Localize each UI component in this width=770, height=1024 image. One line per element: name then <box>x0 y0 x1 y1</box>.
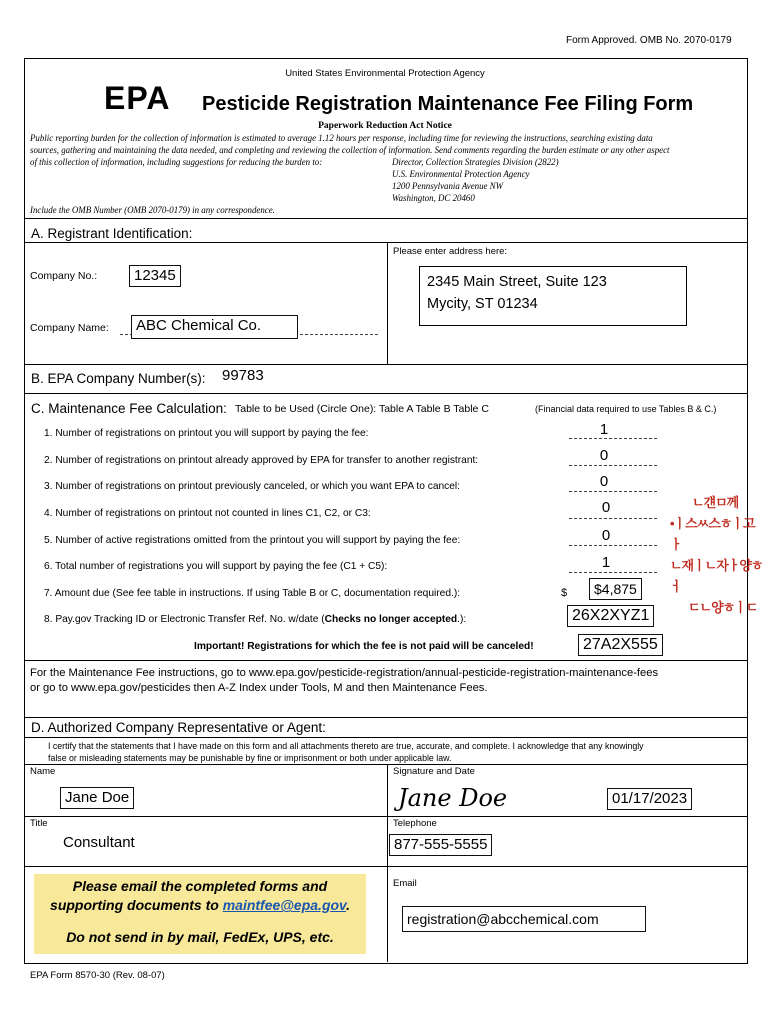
line-c4-value[interactable]: 0 <box>601 499 611 516</box>
company-no-label: Company No.: <box>30 270 98 282</box>
line-c2-underline <box>569 465 657 466</box>
email-field[interactable]: registration@abcchemical.com <box>402 906 646 932</box>
paperwork-line-1: Public reporting burden for the collection of information is estimated to average 1.12 hours per response, including time for reviewing the instructions, searching existing data <box>30 133 653 143</box>
signature-label: Signature and Date <box>393 766 475 777</box>
table-prompt[interactable]: Table to be Used (Circle One): Table A Table B Table C <box>235 403 489 415</box>
amount-due-field[interactable]: $4,875 <box>589 578 642 600</box>
certify-line-1: I certify that the statements that I have made on this form and all attachments thereto are true, accurate, and complete. I acknowledge that any knowingly <box>48 741 644 751</box>
notice-line-3: Do not send in by mail, FedEx, UPS, etc. <box>66 929 334 945</box>
divider <box>24 816 747 817</box>
paperwork-address-3: 1200 Pennsylvania Avenue NW <box>392 181 503 191</box>
notice-text: supporting documents to <box>50 897 223 913</box>
line-c4-underline <box>569 518 657 519</box>
certify-line-2: false or misleading statements may be punishable by fine or imprisonment or both under applicable law. <box>48 753 452 763</box>
instructions-line-2: or go to www.epa.gov/pesticides then A-Z Index under Tools, M and then Maintenance Fees. <box>30 682 488 694</box>
title-label: Title <box>30 818 48 829</box>
line-c6-underline <box>569 572 657 573</box>
title-value[interactable]: Consultant <box>63 834 135 851</box>
paperwork-address-1: Director, Collection Strategies Division (2822) <box>392 157 559 167</box>
paperwork-line-2: sources, gathering and maintaining the data needed, and completing and reviewing the collection of information. Send comments regarding the burden estimate or any other aspect <box>30 145 670 155</box>
stamp-text <box>670 492 765 618</box>
notice-period: . <box>346 897 350 913</box>
line-c5-value[interactable]: 0 <box>601 527 611 544</box>
epa-logo: EPA <box>104 80 171 116</box>
divider <box>24 242 747 243</box>
telephone-field[interactable]: 877-555-5555 <box>389 834 492 856</box>
paperwork-address-4: Washington, DC 20460 <box>392 193 475 203</box>
section-b-title: B. EPA Company Number(s): <box>31 371 206 386</box>
maintfee-email-link[interactable]: maintfee@epa.gov <box>222 897 347 913</box>
line-c3-value[interactable]: 0 <box>599 473 609 490</box>
section-a-title: A. Registrant Identification: <box>31 226 193 241</box>
line-c8-label <box>44 614 466 625</box>
section-c-title: C. Maintenance Fee Calculation: <box>31 401 227 416</box>
email-notice <box>34 874 366 954</box>
line-c1-label: 1. Number of registrations on printout you will support by paying the fee: <box>44 428 369 439</box>
form-number: EPA Form 8570-30 (Rev. 08-07) <box>30 970 165 981</box>
instructions-line-1: For the Maintenance Fee instructions, go to www.epa.gov/pesticide-registration/annual-pesticide-registration-maintenance-fees <box>30 667 659 679</box>
omb-number: Form Approved. OMB No. 2070-0179 <box>566 35 732 46</box>
date-field[interactable]: 01/17/2023 <box>607 788 692 810</box>
line-c1-underline <box>569 438 657 439</box>
paperwork-address-2: U.S. Environmental Protection Agency <box>392 169 530 179</box>
name-field[interactable]: Jane Doe <box>60 787 134 809</box>
line-c7-label: 7. Amount due (See fee table in instructions. If using Table B or C, documentation required.): <box>44 588 461 599</box>
name-label: Name <box>30 766 56 777</box>
line-c3-label: 3. Number of registrations on printout previously canceled, or which you want EPA to cancel: <box>44 481 461 492</box>
divider <box>24 717 747 718</box>
email-label: Email <box>393 878 417 889</box>
divider <box>24 218 747 219</box>
line-c5-underline <box>569 545 657 546</box>
line-c2-value[interactable]: 0 <box>599 447 609 464</box>
divider <box>24 764 747 765</box>
second-id-field[interactable]: 27A2X555 <box>578 634 663 656</box>
divider <box>387 764 388 962</box>
divider <box>24 737 747 738</box>
paperwork-title: Paperwork Reduction Act Notice <box>318 121 452 131</box>
line-c8-text: 8. Pay.gov Tracking ID or Electronic Transfer Ref. No. w/date ( <box>44 614 325 625</box>
divider <box>24 364 747 365</box>
line-c5-label: 5. Number of active registrations omitted from the printout you will support by paying the fee: <box>44 535 461 546</box>
telephone-label: Telephone <box>393 818 437 829</box>
divider <box>24 393 747 394</box>
line-c1-value[interactable]: 1 <box>599 421 609 438</box>
stamp-line-4: ㄷㄴ양ㅎㅣㄷ <box>688 600 758 615</box>
address-line-2: Mycity, ST 01234 <box>427 296 538 312</box>
line-c8-bold: Checks no longer accepted <box>324 614 458 625</box>
company-no-field[interactable]: 12345 <box>129 265 181 287</box>
line-c6-value[interactable]: 1 <box>601 554 611 571</box>
section-d-title: D. Authorized Company Representative or Agent: <box>31 720 326 735</box>
paperwork-line-3: of this collection of information, including suggestions for reducing the burden to: <box>30 157 323 167</box>
signature[interactable]: Jane Doe <box>398 784 508 812</box>
divider <box>24 866 747 867</box>
tracking-id-field[interactable]: 26X2XYZ1 <box>567 605 654 627</box>
paperwork-include: Include the OMB Number (OMB 2070-0179) in any correspondence. <box>30 205 275 215</box>
financial-note: (Financial data required to use Tables B & C.) <box>535 404 717 414</box>
form-title: Pesticide Registration Maintenance Fee Filing Form <box>202 93 694 115</box>
agency-name: United States Environmental Protection Agency <box>285 68 485 79</box>
stamp-line-2: •ㅣ스ㅆ스ㅎㅣ고ㅏ <box>670 516 755 552</box>
notice-line-1: Please email the completed forms and <box>72 878 328 894</box>
line-c2-label: 2. Number of registrations on printout already approved by EPA for transfer to another registrant: <box>44 455 479 466</box>
notice-line-2 <box>34 897 366 913</box>
divider <box>387 242 388 364</box>
important-notice: Important! Registrations for which the fee is not paid will be canceled! <box>194 641 534 652</box>
divider <box>24 660 747 661</box>
address-prompt: Please enter address here: <box>393 246 508 257</box>
line-c3-underline <box>569 491 657 492</box>
stamp-line-1: ㄴ걘ㅁ께 <box>692 495 739 510</box>
line-c4-label: 4. Number of registrations on printout not counted in lines C1, C2, or C3: <box>44 508 371 519</box>
address-line-1: 2345 Main Street, Suite 123 <box>427 274 607 290</box>
line-c6-label: 6. Total number of registrations you will support by paying the fee (C1 + C5): <box>44 561 388 572</box>
epa-company-number[interactable]: 99783 <box>222 367 264 384</box>
company-name-field[interactable]: ABC Chemical Co. <box>131 315 298 339</box>
company-name-label: Company Name: <box>30 322 109 334</box>
line-c8-end: .): <box>457 614 467 625</box>
currency-symbol: $ <box>561 587 568 599</box>
stamp-line-3: ㄴ재ㅣㄴ자ㅏ양ㅎㅓ <box>670 558 763 594</box>
